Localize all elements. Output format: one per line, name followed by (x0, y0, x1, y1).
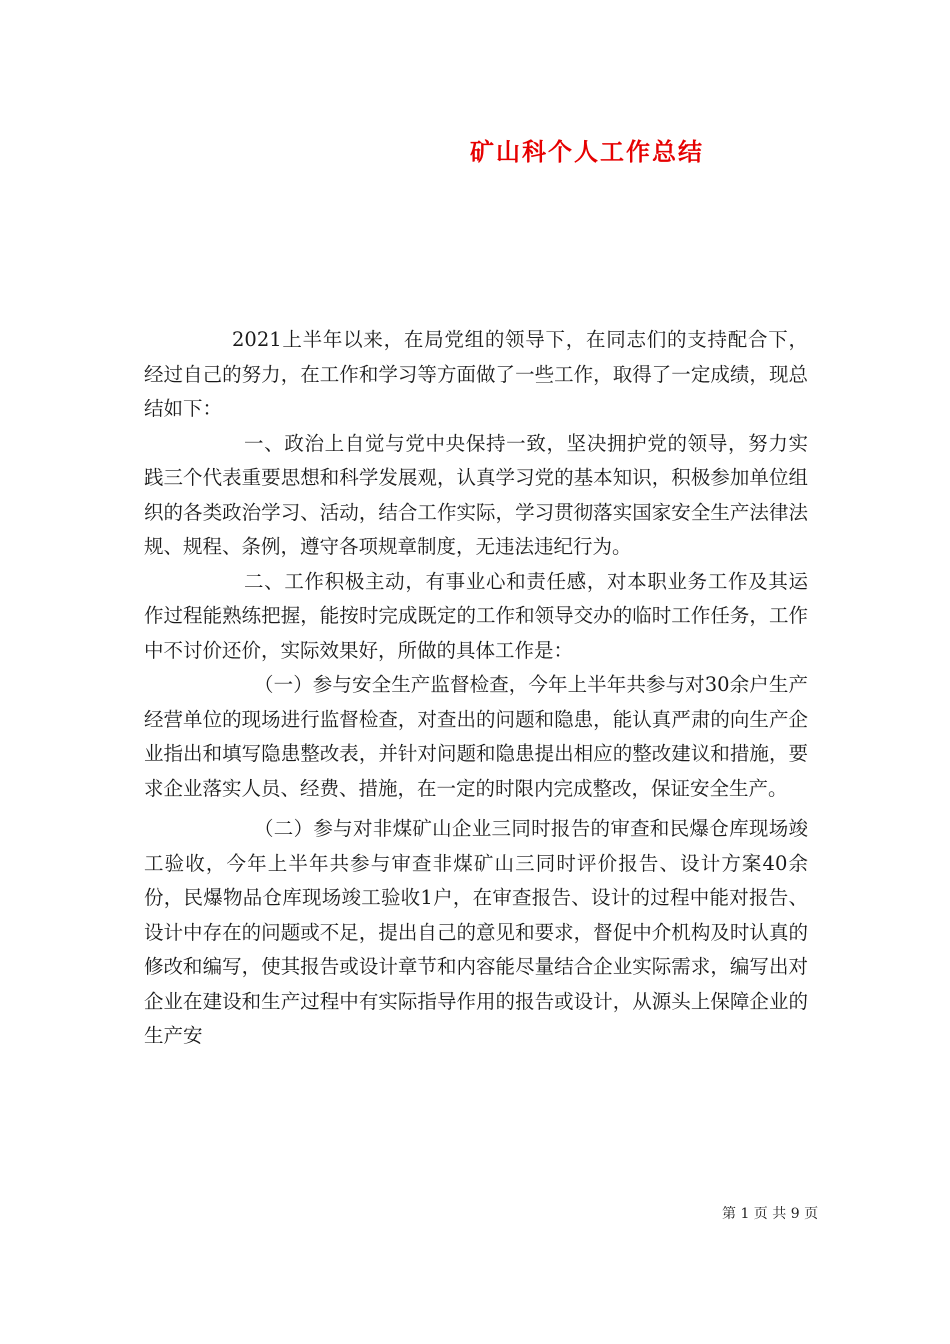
paragraph-section-one: 一、政治上自觉与党中央保持一致，坚决拥护党的领导，努力实践三个代表重要思想和科学发展观，认真学习党的基本知识，积极参加单位组织的各类政治学习、活动，结合工作实际，学习贯彻落实国家安全生产法律法规、规程、条例，遵守各项规章制度，无违法违纪行为。 (144, 431, 808, 558)
document-body (144, 323, 808, 1054)
document-title: 矿山科个人工作总结 (470, 138, 704, 166)
paragraph-intro: 2021上半年以来，在局党组的领导下，在同志们的支持配合下，经过自己的努力，在工作和学习等方面做了一些工作，取得了一定成绩，现总结如下： (144, 328, 808, 420)
paragraph-section-two: 二、工作积极主动，有事业心和责任感，对本职业务工作及其运作过程能熟练把握，能按时完成既定的工作和领导交办的临时工作任务，工作中不讨价还价，实际效果好，所做的具体工作是： (144, 569, 808, 662)
paragraph-subsection-two: （二）参与对非煤矿山企业三同时报告的审查和民爆仓库现场竣工验收，今年上半年共参与审查非煤矿山三同时评价报告、设计方案40余份，民爆物品仓库现场竣工验收1户，在审查报告、设计的过程中能对报告、设计中存在的问题或不足，提出自己的意见和要求，督促中介机构及时认真的修改和编写，使其报告或设计章节和内容能尽量结合企业实际需求，编写出对企业在建设和生产过程中有实际指导作用的报告或设计，从源头上保障企业的生产安 (144, 817, 808, 1047)
paragraph-subsection-one: （一）参与安全生产监督检查，今年上半年共参与对30余户生产经营单位的现场进行监督检查，对查出的问题和隐患，能认真严肃的向生产企业指出和填写隐患整改表，并针对问题和隐患提出相应的整改建议和措施，要求企业落实人员、经费、措施，在一定的时限内完成整改，保证安全生产。 (144, 673, 808, 800)
page-number-footer: 第 1 页 共 9 页 (722, 1206, 819, 1222)
